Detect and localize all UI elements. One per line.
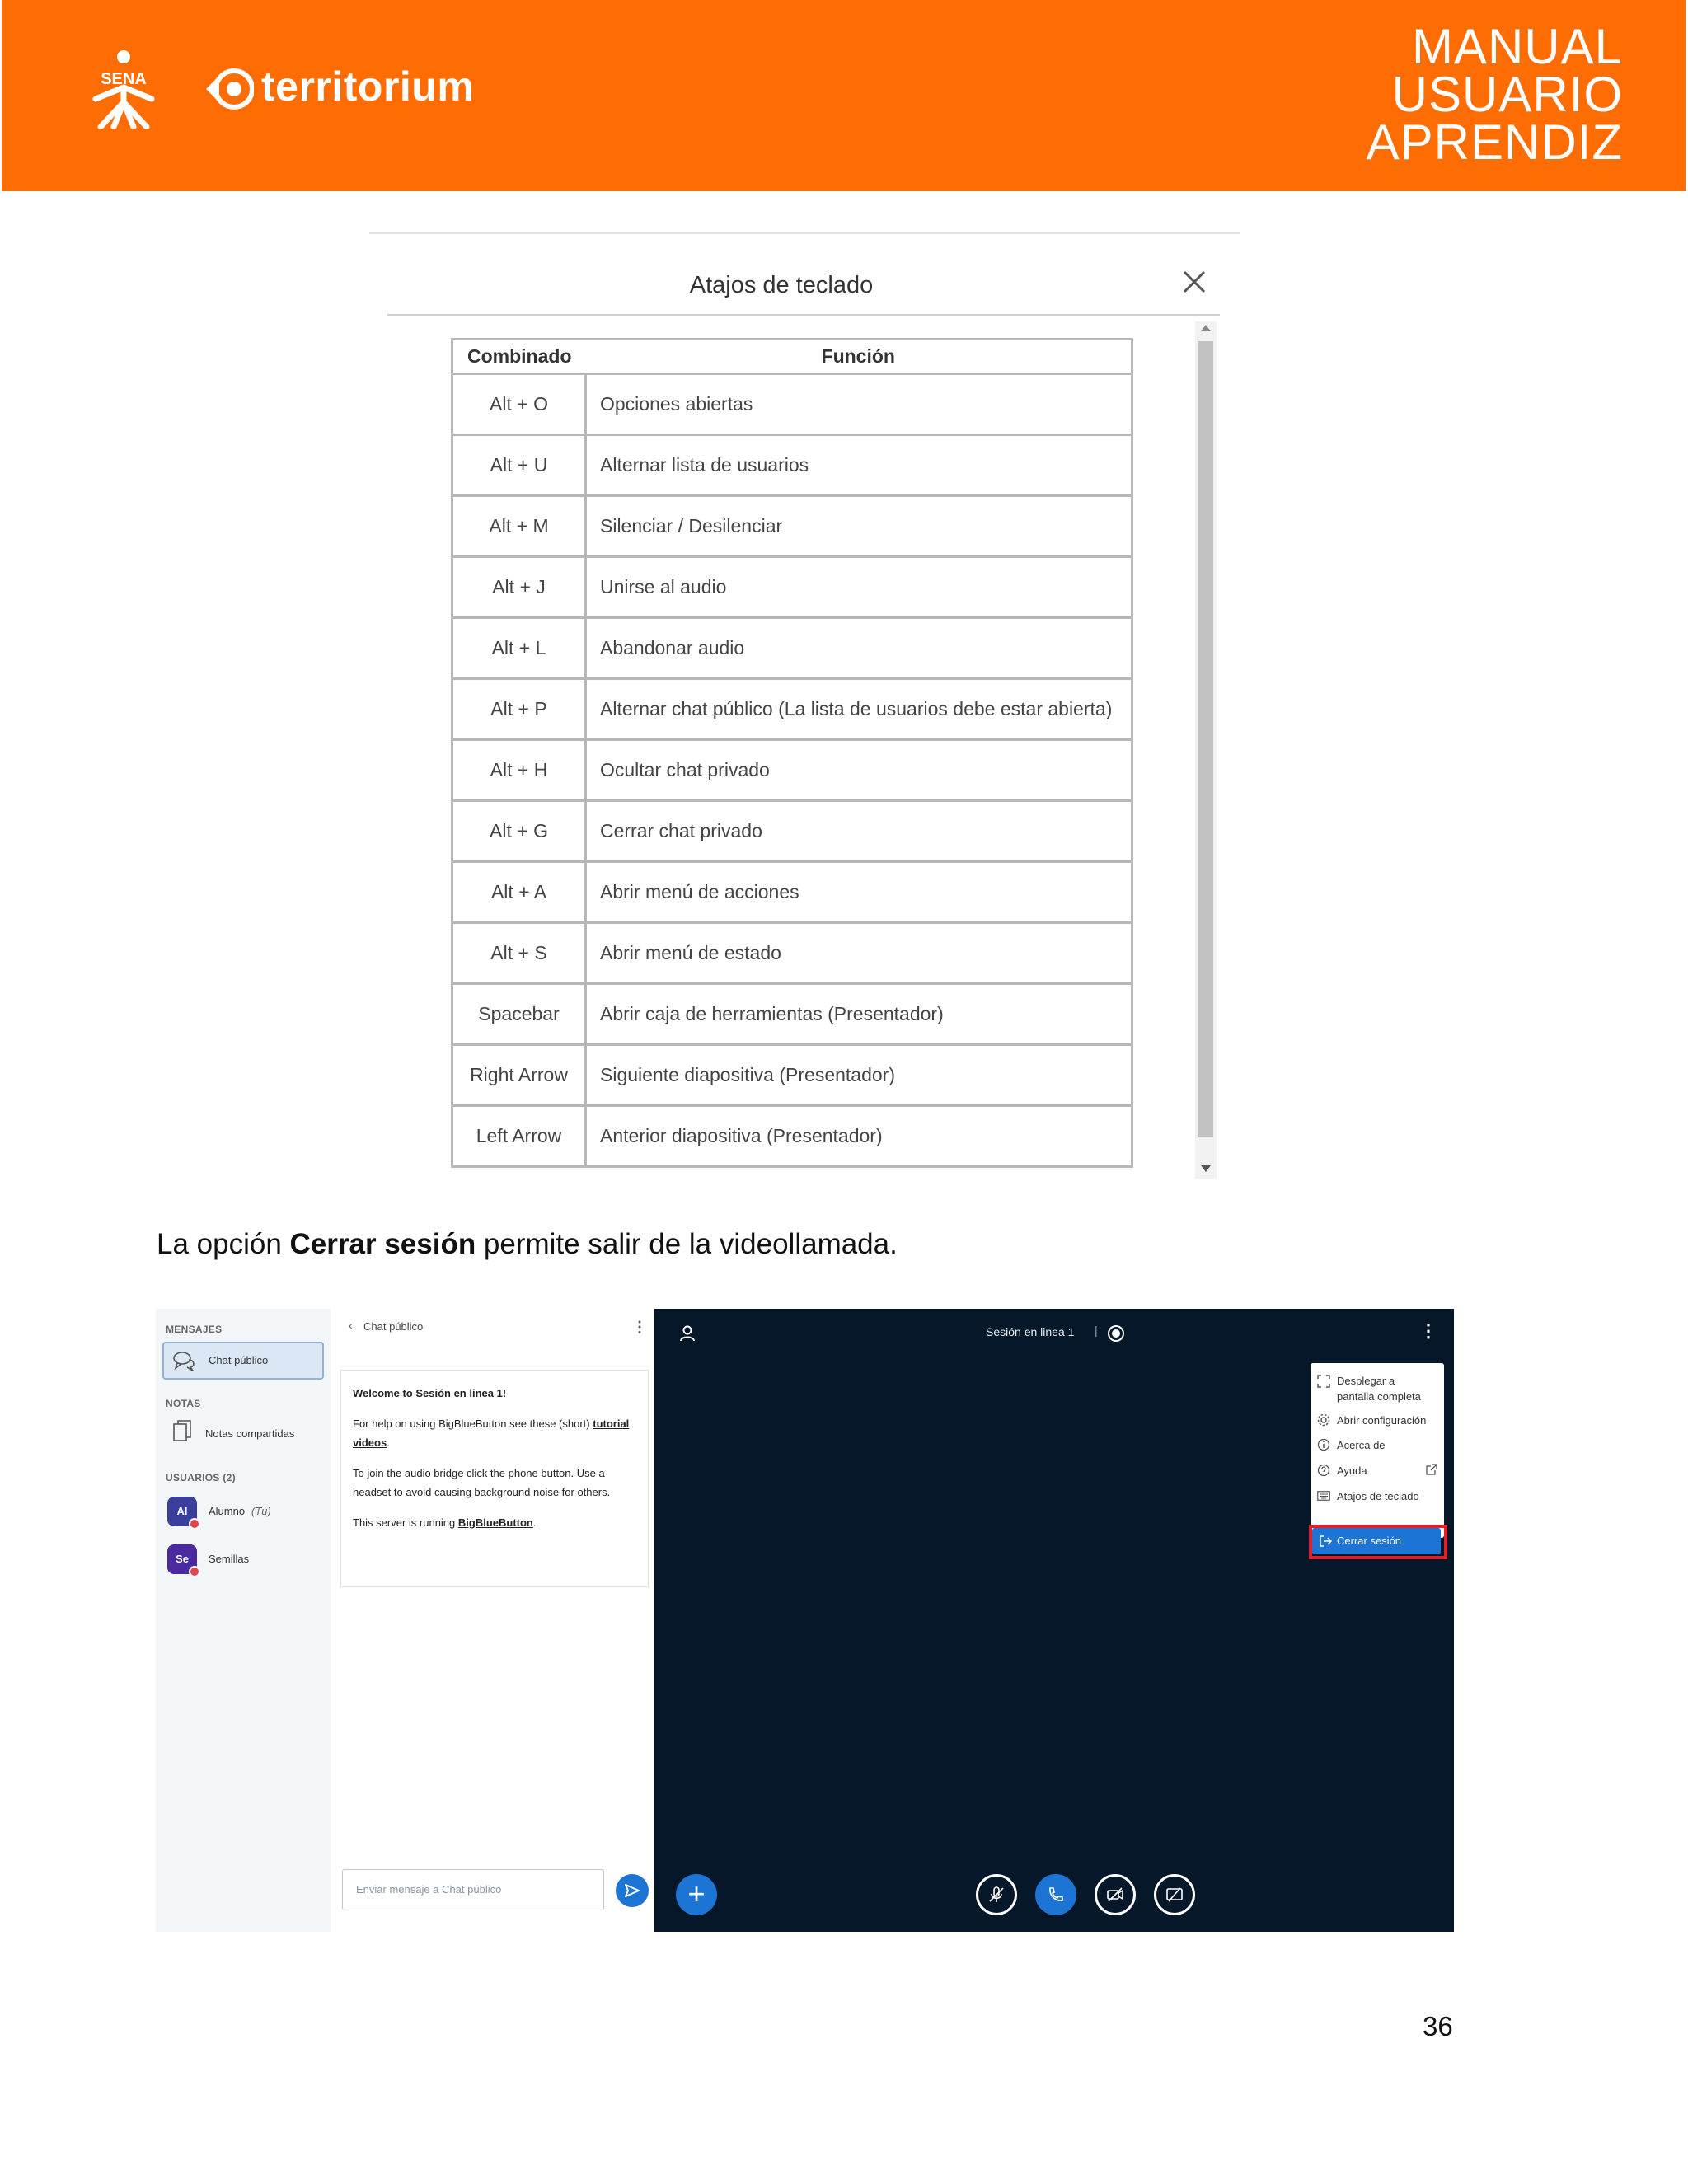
shortcuts-table [451, 338, 1133, 1168]
shortcut-function: Alternar lista de usuarios [586, 435, 1132, 496]
welcome-text: Welcome to Sesión en linea 1! [353, 1387, 507, 1399]
shortcut-key: Alt + M [452, 496, 586, 557]
shortcut-function: Cerrar chat privado [586, 801, 1132, 862]
audio-button[interactable] [1035, 1874, 1076, 1915]
shortcut-key: Alt + P [452, 679, 586, 740]
table-row [452, 496, 1132, 557]
dialog-divider [387, 314, 1220, 316]
shortcut-key: Alt + S [452, 923, 586, 984]
menu-item-help[interactable] [1317, 1463, 1441, 1479]
gear-icon [1317, 1413, 1330, 1427]
shortcut-function: Ocultar chat privado [586, 740, 1132, 801]
sidebar-item-shared-notes[interactable] [162, 1418, 324, 1447]
user-name: Alumno [209, 1505, 246, 1517]
menu-label-line-1: Desplegar a [1337, 1375, 1395, 1387]
header-banner [2, 0, 1686, 191]
help-suffix: . [387, 1436, 390, 1449]
table-row [452, 801, 1132, 862]
server-prefix: This server is running [353, 1516, 458, 1529]
table-row [452, 984, 1132, 1045]
shortcut-key: Alt + J [452, 557, 586, 618]
shortcut-key: Alt + O [452, 374, 586, 435]
shortcut-key: Alt + A [452, 862, 586, 923]
paragraph-text-before: La opción [157, 1228, 290, 1260]
help-prefix: For help on using BigBlueButton see these (short) [353, 1418, 593, 1430]
shortcut-key: Alt + U [452, 435, 586, 496]
avatar: Se [167, 1544, 197, 1574]
screen-share-button[interactable] [1154, 1874, 1195, 1915]
sidebar-item-public-chat[interactable] [162, 1342, 324, 1380]
bigbluebutton-link[interactable]: BigBlueButton [457, 1516, 533, 1529]
table-row [452, 923, 1132, 984]
messages-heading: MENSAJES [166, 1324, 223, 1335]
sidebar-item-label: Chat público [209, 1354, 269, 1366]
page-number: 36 [1423, 2011, 1453, 2041]
user-list-item[interactable] [162, 1541, 324, 1577]
menu-item-label: Abrir configuración [1337, 1414, 1427, 1427]
shortcut-function: Siguiente diapositiva (Presentador) [586, 1045, 1132, 1106]
menu-item-label: Acerca de [1337, 1439, 1386, 1451]
user-icon[interactable] [678, 1324, 697, 1343]
logout-button[interactable] [1312, 1528, 1441, 1554]
menu-item-label: Ayuda [1337, 1465, 1367, 1477]
scrollbar-thumb[interactable] [1198, 341, 1213, 1137]
document-title [1326, 19, 1623, 170]
external-link-icon [1426, 1464, 1437, 1475]
sidebar-item-label: Notas compartidas [205, 1427, 295, 1440]
scroll-down-icon[interactable] [1201, 1165, 1211, 1172]
camera-off-icon [1106, 1886, 1124, 1904]
avatar: Al [167, 1497, 197, 1526]
scroll-up-icon[interactable] [1201, 325, 1211, 331]
tutorial-videos-link[interactable]: tutorial videos [353, 1418, 630, 1449]
chat-icon [172, 1350, 197, 1371]
shortcut-key: Alt + L [452, 618, 586, 679]
shortcut-function: Alternar chat público (La lista de usuarios debe estar abierta) [586, 679, 1132, 740]
info-icon [1317, 1438, 1330, 1451]
table-header-row [452, 340, 1132, 374]
help-text [353, 1414, 636, 1452]
server-suffix: . [532, 1516, 537, 1529]
table-row [452, 374, 1132, 435]
dialog-title: Atajos de teclado [689, 272, 874, 298]
table-row [452, 1045, 1132, 1106]
mute-button[interactable] [976, 1874, 1017, 1915]
header-separator: | [1095, 1324, 1098, 1337]
shortcut-function: Silenciar / Desilenciar [586, 496, 1132, 557]
user-name: Semillas [209, 1553, 250, 1565]
dialog-top-border [369, 232, 1240, 234]
bbb-screenshot [156, 1309, 1454, 1932]
fullscreen-icon [1317, 1375, 1330, 1388]
table-row [452, 1106, 1132, 1167]
record-icon[interactable] [1106, 1324, 1126, 1343]
shortcut-key: Alt + G [452, 801, 586, 862]
send-button[interactable] [616, 1874, 649, 1907]
user-list-item[interactable] [162, 1493, 324, 1530]
shortcut-function: Anterior diapositiva (Presentador) [586, 1106, 1132, 1167]
sena-logo-text: SENA [101, 70, 147, 88]
menu-label-line-2: pantalla completa [1337, 1390, 1421, 1403]
menu-item-label: Atajos de teclado [1337, 1490, 1419, 1502]
session-name: Sesión en linea 1 [986, 1325, 1075, 1338]
audio-text: To join the audio bridge click the phone button. Use a headset to avoid causing background noise for others. [353, 1467, 611, 1498]
chat-message-input[interactable]: Enviar mensaje a Chat público [342, 1869, 604, 1910]
shortcut-function: Abrir caja de herramientas (Presentador) [586, 984, 1132, 1045]
bbb-main-area [654, 1309, 1454, 1932]
paragraph-text-after: permite salir de la videollamada. [476, 1228, 898, 1260]
keyboard-icon [1317, 1491, 1330, 1501]
bbb-sidebar [156, 1309, 331, 1932]
col-header-function: Función [586, 340, 1132, 374]
logout-label: Cerrar sesión [1337, 1535, 1402, 1547]
shortcut-function: Unirse al audio [586, 557, 1132, 618]
chevron-left-icon[interactable]: ‹ [349, 1319, 353, 1332]
shortcuts-dialog [369, 232, 1240, 1179]
bbb-chat-panel [331, 1309, 654, 1932]
notes-heading: NOTAS [166, 1398, 201, 1409]
table-row [452, 618, 1132, 679]
brand-name: territorium [261, 63, 475, 110]
sena-logo [82, 49, 165, 129]
options-dropdown [1311, 1363, 1444, 1538]
shortcut-function: Abandonar audio [586, 618, 1132, 679]
title-line-2: USUARIO [1391, 67, 1623, 122]
phone-icon [1047, 1886, 1065, 1904]
user-self-tag: (Tú) [251, 1505, 271, 1517]
chat-title[interactable]: Chat público [363, 1320, 424, 1333]
table-row [452, 679, 1132, 740]
camera-button[interactable] [1095, 1874, 1136, 1915]
microphone-muted-icon [987, 1886, 1006, 1904]
table-row [452, 740, 1132, 801]
actions-button[interactable]: + [676, 1874, 717, 1915]
screen-share-off-icon [1165, 1886, 1184, 1904]
logout-icon [1319, 1535, 1332, 1548]
table-row [452, 435, 1132, 496]
close-icon[interactable] [1181, 269, 1207, 295]
more-options-icon[interactable]: ⋮ [632, 1319, 647, 1335]
help-icon [1317, 1464, 1330, 1477]
shortcut-key: Alt + H [452, 740, 586, 801]
shortcut-function: Abrir menú de estado [586, 923, 1132, 984]
shortcut-function: Abrir menú de acciones [586, 862, 1132, 923]
notes-icon [172, 1419, 192, 1444]
users-heading: USUARIOS (2) [166, 1472, 236, 1483]
chat-welcome-message [340, 1370, 649, 1587]
col-header-combo: Combinado [452, 340, 586, 374]
shortcut-key: Right Arrow [452, 1045, 586, 1106]
muted-icon [189, 1518, 200, 1530]
send-icon [624, 1882, 640, 1899]
server-text [353, 1513, 636, 1532]
options-menu-icon[interactable]: ⋮ [1419, 1320, 1437, 1341]
table-row [452, 862, 1132, 923]
title-line-1: MANUAL [1411, 19, 1623, 74]
title-line-3: APRENDIZ [1366, 115, 1623, 170]
body-paragraph [157, 1228, 898, 1261]
shortcut-function: Opciones abiertas [586, 374, 1132, 435]
shortcut-key: Spacebar [452, 984, 586, 1045]
paragraph-bold-term: Cerrar sesión [289, 1228, 476, 1260]
shortcut-key: Left Arrow [452, 1106, 586, 1167]
table-row [452, 557, 1132, 618]
territorium-icon [203, 66, 254, 112]
dialog-scrollbar[interactable] [1195, 321, 1217, 1179]
muted-icon [189, 1566, 200, 1577]
menu-item-label [1337, 1373, 1421, 1404]
